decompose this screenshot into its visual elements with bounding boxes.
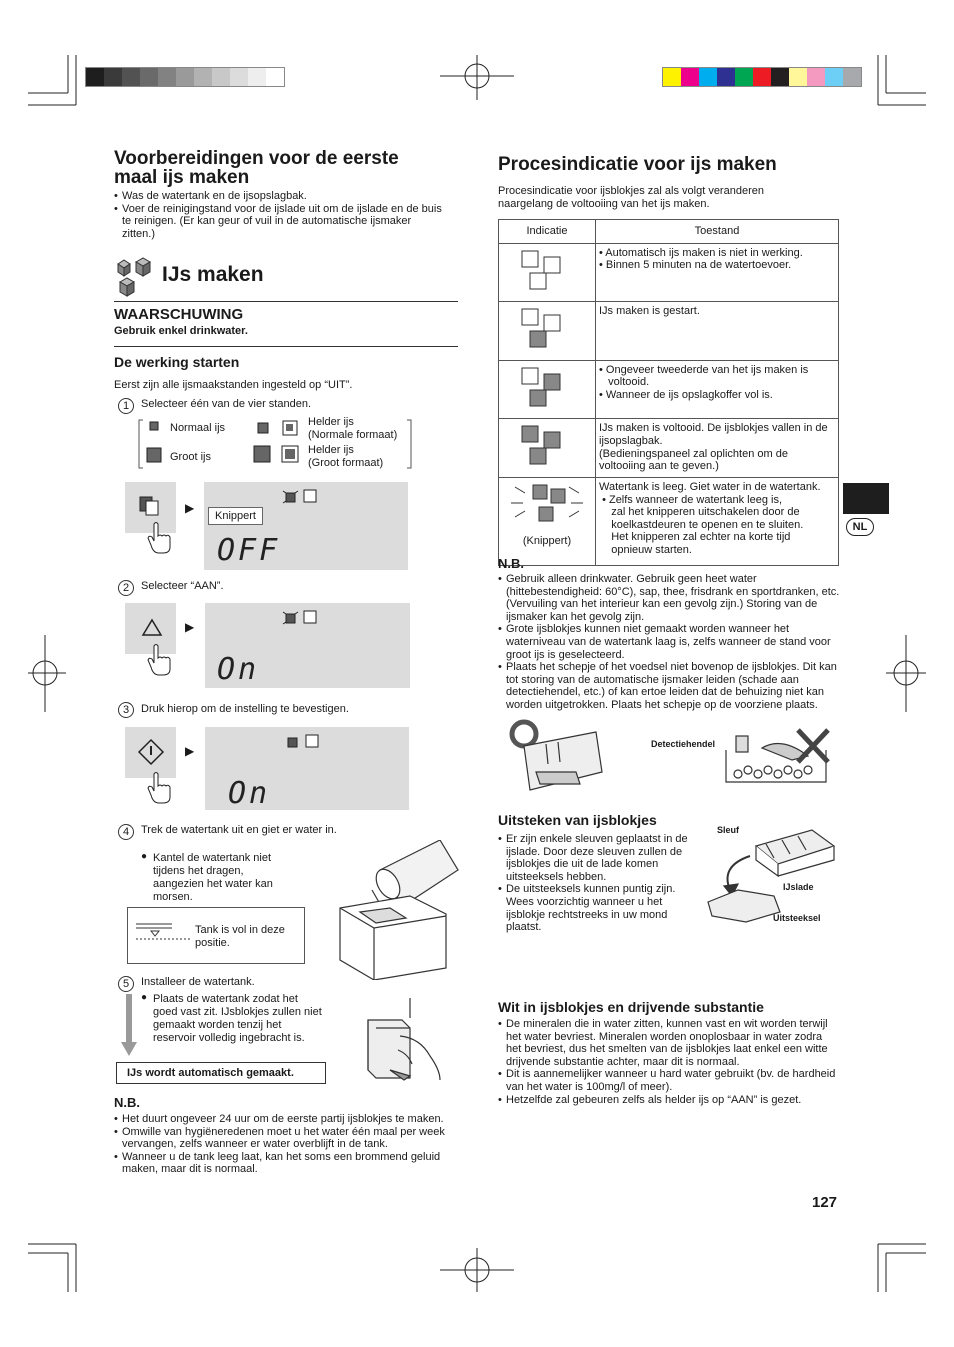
cubes-full-icon [502,422,582,470]
calibration-swatch [176,68,194,86]
start-intro: Eerst zijn alle ijsmaakstanden ingesteld op “UIT”. [114,379,353,391]
side-tab [843,483,889,514]
list-item: • Dit is aannemelijker wanneer u hard water gebruikt (bv. de hardheid van het water is 100mg/l of meer). [498,1068,838,1093]
start-title: De werking starten [114,354,240,370]
list-item: • De mineralen die in water zitten, kunnen vast en wit worden terwijl het water bevriest. Mineralen worden onoplosbaar in water zodra het bevriest, dus het smelten van de ijsblokjes laat enkel een witte drijvende substantie achter, maar dit is normaal. [498,1018,838,1068]
table-row [499,243,839,302]
calibration-swatch [158,68,176,86]
calibration-swatch [825,68,843,86]
normal-ice-icon [148,420,160,432]
calibration-swatch [717,68,735,86]
clear-ice-indicator-icon [286,732,322,752]
calibration-swatch [663,68,681,86]
nb-list-left [114,1113,460,1176]
lcd-on-confirmed: On [228,776,271,811]
cube-indicator-cell [499,243,596,302]
color-calibration-strip [662,67,862,87]
calibration-swatch [807,68,825,86]
down-arrow-icon [121,994,137,1058]
detect-lever-label: Detectiehendel [651,739,716,749]
water-tank-pouring-illustration [300,840,462,980]
list-item: • Voer de reinigingstand voor de ijslade uit om de ijslade en de buis te reinigen. (Er kan geur of vuil in de automatische ijsmaker zitten.) [114,203,444,241]
ice-tray-illustration [704,826,836,926]
ice-cubes-icon [114,256,156,298]
cubes-empty-icon [502,247,582,295]
state-text: IJs maken is gestart. [596,302,839,361]
mode-large: Groot ijs [170,451,211,463]
divider [114,346,458,347]
warning-text: Gebruik enkel drinkwater. [114,325,248,337]
white-title: Wit in ijsblokjes en drijvende substantie [498,999,764,1015]
tank-full-text: Tank is vol in deze positie. [195,924,285,949]
scoop-wrong-illustration [722,720,834,786]
language-badge: NL [846,518,874,536]
process-intro: Procesindicatie voor ijsblokjes zal als volgt veranderen naargelang de voltooiing van het ijs maken. [498,185,764,210]
hand-pointer-icon [146,520,172,554]
table-row [499,477,839,565]
clear-ice-indicator-icon [282,608,322,630]
lcd-on: On [217,652,260,687]
arrow-right-icon: ▶ [185,744,195,758]
calibration-swatch [789,68,807,86]
table-row [499,419,839,478]
warning-title: WAARSCHUWING [114,306,244,323]
list-item: • Gebruik alleen drinkwater. Gebruik geen heet water (hittebestendigheid: 60°C), sap, thee, frisdrank en sportdranken, etc.(Vervuiling van het interieur kan een gevolg zijn.) Storing van de ijsmaker kan het gevolg zijn. [498,573,840,623]
step-number-2: 2 [118,580,134,596]
calibration-swatch [248,68,266,86]
step1-text: Selecteer één van de vier standen. [141,398,312,410]
list-item: • Er zijn enkele sleuven geplaatst in de ijslade. Door deze sleuven zullen de ijsblokjes die uit de lade komen uitsteeksels hebben. [498,833,698,883]
calibration-swatch [843,68,861,86]
nb-title-right: N.B. [498,556,524,571]
step4-text: Trek de watertank uit en giet er water in. [141,824,337,836]
list-item: • Plaats het schepje of het voedsel niet bovenop de ijsblokjes. Dit kan tot storing van de automatische ijsmaker leiden (schade aan detectiehendel, etc.) of kan ertoe leiden dat de behuizing niet kan worden uitgetrokken. Plaats het schepje op de voorziene plaats. [498,661,840,711]
step3-text: Druk hierop om de instelling te bevestigen. [141,703,349,715]
calibration-swatch [122,68,140,86]
hand-pointer-icon [146,770,172,804]
install-tank-illustration [360,996,442,1084]
calibration-swatch [699,68,717,86]
cube-indicator-cell [499,419,596,478]
calibration-swatch [140,68,158,86]
step4-bullet: Kantel de watertank niet tijdens het dragen, aangezien het water kan morsen. [153,852,273,903]
ice-making-title: IJs maken [162,263,264,286]
level-indicator-icon [134,921,192,943]
clear-normal-icon [255,419,301,439]
clear-large-icon [252,444,302,466]
gray-calibration-strip [85,67,285,87]
large-ice-icon [145,446,163,464]
state-text: • Automatisch ijs maken is niet in werking. • Binnen 5 minuten na de watertoevoer. [596,243,839,302]
process-title: Procesindicatie voor ijs maken [498,154,777,175]
divider [114,301,458,302]
hand-pointer-icon [146,642,172,676]
calibration-swatch [681,68,699,86]
list-item: • De uitsteeksels kunnen puntig zijn. Wees voorzichtig wanneer u het ijsblokje rechtstreeks in uw mond plaatst. [498,883,698,933]
cubes-one-third-icon [502,305,582,353]
cube-indicator-cell [499,477,596,565]
protrusion-label: Uitsteeksel [773,913,821,923]
bullet-icon: ● [141,992,148,1003]
cubes-two-thirds-icon [502,364,582,412]
arrow-right-icon: ▶ [185,501,195,515]
nb-list-right [498,573,840,712]
clear-ice-indicator-icon [282,487,322,509]
lcd-off: OFF [217,533,281,568]
protrude-title: Uitsteken van ijsblokjes [498,812,657,828]
step-number-4: 4 [118,824,134,840]
arrow-right-icon: ▶ [185,620,195,634]
calibration-swatch [753,68,771,86]
state-text: Watertank is leeg. Giet water in de watertank. • Zelfs wanneer de watertank leeg is, zal het knipperen uitschakelen door de koelkastdeuren te openen en te sluiten. Het knipperen zal echter na korte tijd opnieuw starten. [596,477,839,565]
step5-bullet: Plaats de watertank zodat het goed vast zit. IJsblokjes zullen niet gemaakt worden tenzij het reservoir volledig ingebracht is. [153,993,322,1044]
list-item: • Hetzelfde zal gebeuren zelfs als helder ijs op “AAN” is gezet. [498,1094,838,1107]
table-row [499,360,839,419]
calibration-swatch [194,68,212,86]
mode-clear-normal: Helder ijs (Normale formaat) [308,416,398,441]
tray-label: IJslade [783,882,814,892]
step2-text: Selecteer “AAN”. [141,580,224,592]
list-item: • Was de watertank en de ijsopslagbak. [114,190,444,203]
triangle-up-icon [141,618,163,638]
mode-button-icon [138,495,162,519]
step5-text: Installeer de watertank. [141,976,255,988]
table-row [499,302,839,361]
prep-title: Voorbereidingen voor de eerste maal ijs maken [114,148,399,188]
cubes-blinking-icon [507,481,587,531]
auto-ice-box: IJs wordt automatisch gemaakt. [116,1062,326,1084]
calibration-swatch [266,68,284,86]
col-indicatie: Indicatie [499,220,596,244]
bullet-icon: ● [141,851,148,862]
calibration-swatch [104,68,122,86]
cube-indicator-cell [499,302,596,361]
confirm-diamond-icon [137,738,165,766]
cube-indicator-cell [499,360,596,419]
blink-label: (Knippert) [522,534,572,547]
list-item: • Grote ijsblokjes kunnen niet gemaakt worden wanneer het waterniveau van de watertank laag is, zelfs wanneer de stand voor groot ijs is geselecteerd. [498,623,840,661]
white-list [498,1018,838,1106]
step-number-3: 3 [118,702,134,718]
scoop-correct-illustration [506,714,606,796]
indication-table [498,219,839,566]
calibration-swatch [771,68,789,86]
list-item: • Het duurt ongeveer 24 uur om de eerste partij ijsblokjes te maken. [114,1113,460,1126]
state-text: • Ongeveer tweederde van het ijs maken is voltooid. • Wanneer de ijs opslagkoffer vol is. [596,360,839,419]
calibration-swatch [86,68,104,86]
mode-clear-large: Helder ijs (Groot formaat) [308,444,384,469]
page-number: 127 [812,1194,838,1211]
calibration-swatch [230,68,248,86]
step-number-1: 1 [118,398,134,414]
blink-callout: Knippert [208,507,263,525]
col-toestand: Toestand [596,220,839,244]
slot-label: Sleuf [717,825,740,835]
state-text: IJs maken is voltooid. De ijsblokjes vallen in de ijsopslagbak. (Bedieningspaneel zal oplichten om de voltooiing aan te geven.) [596,419,839,478]
nb-title-left: N.B. [114,1095,140,1110]
step-number-5: 5 [118,976,134,992]
calibration-swatch [212,68,230,86]
mode-normal: Normaal ijs [170,422,226,434]
protrude-list [498,833,698,934]
list-item: • Wanneer u de tank leeg laat, kan het soms een brommend geluid maken, maar dit is normaal. [114,1151,460,1176]
prep-list [114,190,444,240]
calibration-swatch [735,68,753,86]
list-item: • Omwille van hygiëneredenen moet u het water één maal per week vervangen, zelfs wanneer er water overblijft in de tank. [114,1126,460,1151]
